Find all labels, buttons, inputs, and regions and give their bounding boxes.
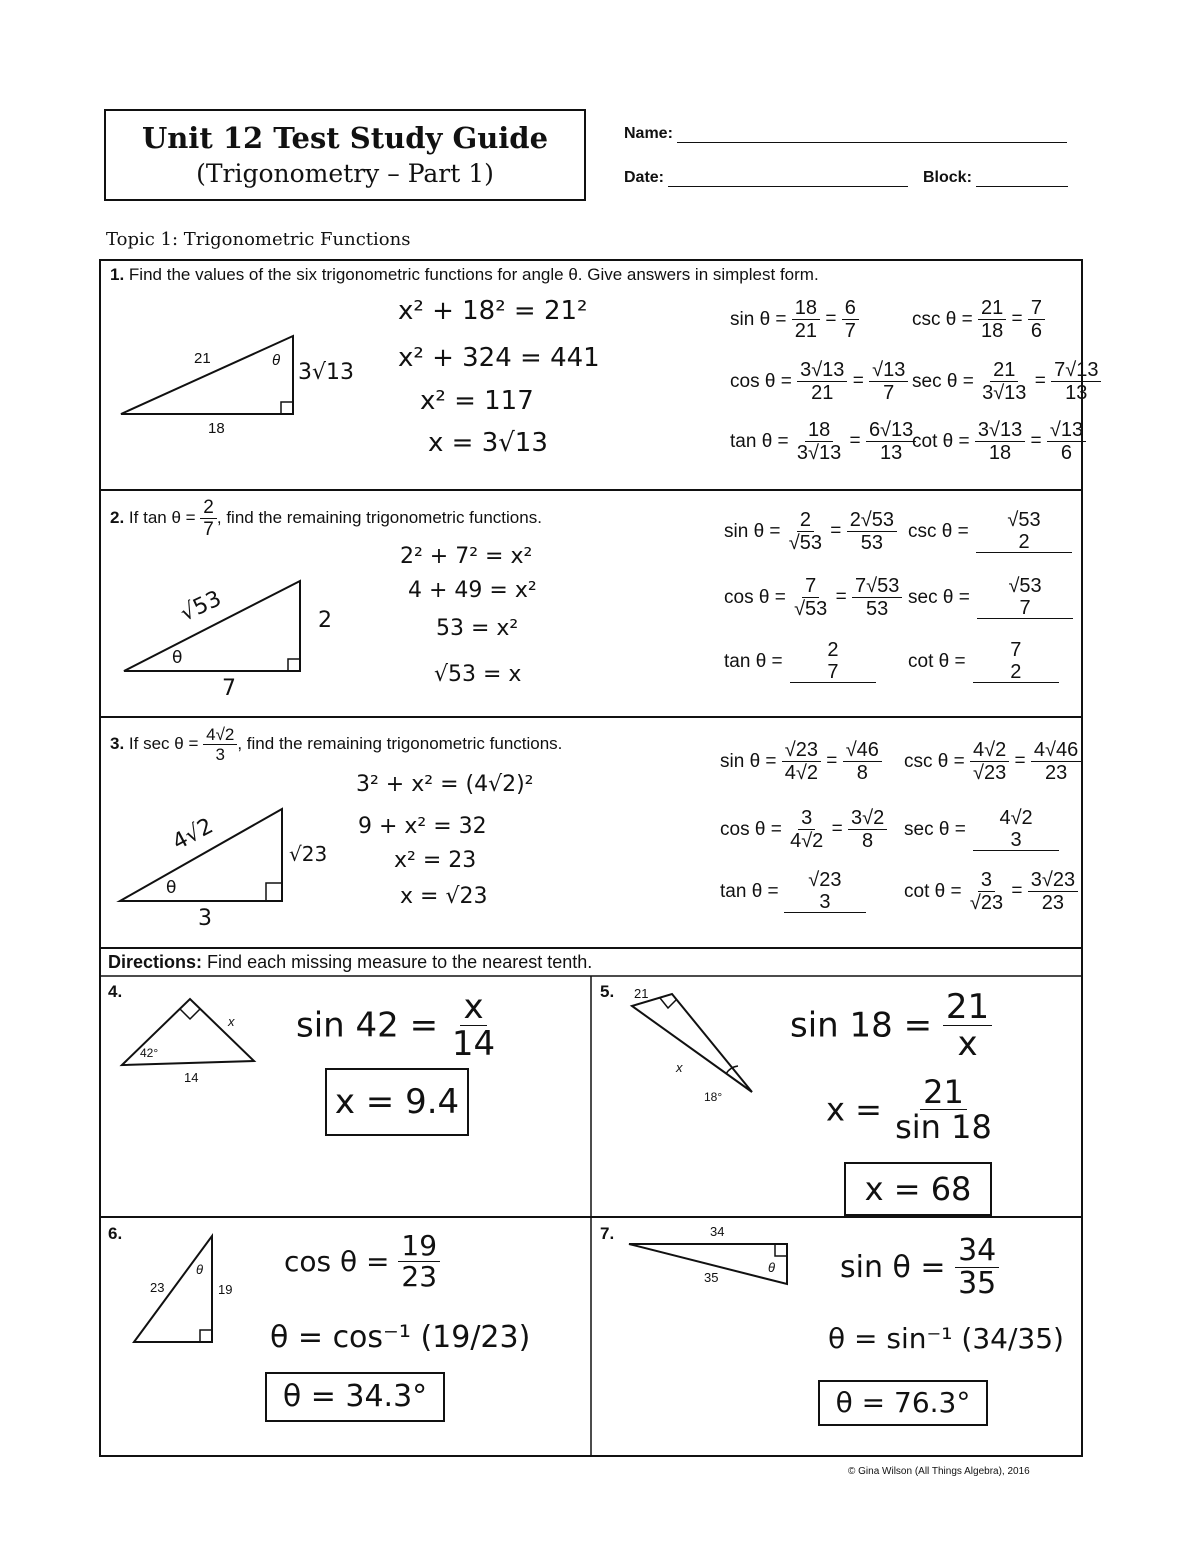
q2-sec-n1: √53 bbox=[1008, 575, 1042, 597]
q3-sin-d1: 4√2 bbox=[784, 762, 819, 784]
q1-cot-n2: √13 bbox=[1047, 420, 1086, 442]
q3-cos-d1: 4√2 bbox=[790, 830, 824, 852]
q3-tan-d1: 3 bbox=[784, 891, 866, 913]
q3-sec-d1: 3 bbox=[973, 829, 1059, 851]
q3-sin-row: sin θ = $\frac{√23}{4√2}$ = $\frac{√46}{8}$ bbox=[720, 740, 882, 783]
q4-angle-label: 42° bbox=[140, 1046, 159, 1060]
q7-top-label: 34 bbox=[710, 1224, 725, 1239]
q2-sin-n1: 2 bbox=[797, 510, 814, 532]
q2-cos-d2: 53 bbox=[866, 598, 889, 620]
q7-eq-den: 35 bbox=[958, 1266, 997, 1301]
q1-tan-d1: 3√13 bbox=[796, 442, 842, 464]
q5-equation bbox=[790, 987, 992, 1064]
q1-sin-d1: 21 bbox=[794, 320, 818, 342]
q7-triangle bbox=[625, 1238, 805, 1298]
q4-side-label: 14 bbox=[184, 1070, 199, 1085]
q2-cot-label: cot θ = bbox=[908, 650, 966, 672]
q6-eq-den: 23 bbox=[401, 1260, 438, 1293]
q3-sec-row bbox=[904, 808, 1061, 851]
q5-side-label: 21 bbox=[634, 986, 649, 1001]
q3-cot-d2: 23 bbox=[1041, 892, 1065, 914]
q1-cot-d1: 18 bbox=[988, 442, 1012, 464]
q3-cos-n2: 3√2 bbox=[848, 808, 887, 830]
q2-csc-d1: 2 bbox=[976, 531, 1072, 553]
q2-prompt-pre: If tan θ = bbox=[128, 507, 196, 527]
q1-prompt-text: Find the values of the six trigonometric functions for angle θ. Give answers in simplest form. bbox=[128, 265, 819, 284]
directions bbox=[108, 952, 592, 973]
q5-step bbox=[826, 1073, 995, 1146]
q1-sec-n2: 7√13 bbox=[1051, 360, 1101, 382]
q3-triangle bbox=[116, 805, 316, 915]
q1-cos-n1: 3√13 bbox=[797, 360, 847, 382]
q1-sec-row: sec θ = $\frac{21}{3√13}$ = $\frac{7√13}{13}$ bbox=[912, 360, 1101, 403]
q1-work-3: x² = 117 bbox=[420, 386, 534, 416]
q2-sec-row bbox=[908, 576, 1075, 619]
q3-cot-d1: √23 bbox=[969, 892, 1004, 914]
q7-eq-num: 34 bbox=[955, 1236, 999, 1268]
q6-number: 6. bbox=[108, 1224, 123, 1243]
q1-cot-n1: 3√13 bbox=[975, 420, 1025, 442]
page-title: Unit 12 Test Study Guide bbox=[141, 121, 549, 155]
q3-cot-n2: 3√23 bbox=[1028, 870, 1078, 892]
q1-cot-d2: 6 bbox=[1060, 442, 1073, 464]
q2-cos-row: cos θ = $\frac{7}{√53}$ = $\frac{7√53}{53}$ bbox=[724, 576, 902, 619]
q3-number: 3. bbox=[110, 733, 125, 753]
q2-cos-n2: 7√53 bbox=[852, 576, 902, 598]
q1-cos-n2: √13 bbox=[869, 360, 908, 382]
q2-cos-d1: √53 bbox=[794, 598, 828, 620]
q2-side-label: 2 bbox=[318, 608, 332, 633]
q2-cos-label: cos θ = bbox=[724, 586, 786, 608]
q3-sin-n1: √23 bbox=[782, 740, 821, 762]
q5-step-num: 21 bbox=[920, 1076, 967, 1110]
q2-prompt-post: , find the remaining trigonometric functions. bbox=[216, 507, 542, 527]
q2-number: 2. bbox=[110, 507, 125, 527]
q2-work-2: 4 + 49 = x² bbox=[408, 578, 537, 603]
q3-csc-d2: 23 bbox=[1044, 762, 1068, 784]
q3-tan-n1: √23 bbox=[808, 869, 842, 891]
q1-csc-row: csc θ = $\frac{21}{18}$ = $\frac{7}{6}$ bbox=[912, 298, 1045, 341]
q3-prompt bbox=[110, 726, 562, 763]
q1-cos-d1: 21 bbox=[811, 382, 834, 404]
q4-eq-num: x bbox=[460, 990, 486, 1026]
q2-tan-label: tan θ = bbox=[724, 650, 783, 672]
q2-angle-label: θ bbox=[172, 648, 183, 668]
q2-csc-n1: √53 bbox=[1007, 509, 1041, 531]
copyright-footer: © Gina Wilson (All Things Algebra), 2016 bbox=[848, 1466, 1030, 1477]
q4-number: 4. bbox=[108, 982, 123, 1001]
q2-sec-d1: 7 bbox=[977, 597, 1073, 619]
q6-hyp-label: 23 bbox=[150, 1280, 165, 1295]
q1-sec-d2: 13 bbox=[1065, 382, 1088, 404]
q1-angle-label: θ bbox=[272, 352, 281, 369]
q2-given-num: 2 bbox=[200, 498, 217, 519]
q5-step-left: x = bbox=[826, 1090, 882, 1129]
q3-cot-row: cot θ = $\frac{3}{√23}$ = $\frac{3√23}{23}$ bbox=[904, 870, 1078, 913]
q6-eq-left: cos θ = bbox=[284, 1245, 390, 1278]
q2-sin-d2: 53 bbox=[860, 532, 883, 554]
q5-answer: x = 68 bbox=[844, 1162, 992, 1216]
q1-prompt bbox=[110, 265, 819, 285]
q2-cot-row bbox=[908, 640, 1061, 683]
q3-sec-n1: 4√2 bbox=[999, 807, 1033, 829]
q1-sec-label: sec θ = bbox=[912, 370, 974, 392]
q1-cos-row: cos θ = $\frac{3√13}{21}$ = $\frac{√13}{7}$ bbox=[730, 360, 908, 403]
q2-prompt bbox=[110, 498, 542, 539]
q2-work-4: √53 = x bbox=[434, 662, 522, 687]
q1-tan-d2: 13 bbox=[879, 442, 903, 464]
q3-work-3: x² = 23 bbox=[394, 848, 477, 873]
q2-csc-label: csc θ = bbox=[908, 520, 969, 542]
q1-sin-d2: 7 bbox=[844, 320, 856, 342]
q5-eq-left: sin 18 = bbox=[790, 1005, 933, 1046]
q2-triangle bbox=[120, 575, 320, 685]
q1-cos-d2: 7 bbox=[883, 382, 895, 404]
q3-csc-d1: √23 bbox=[973, 762, 1007, 784]
name-label: Name: bbox=[624, 125, 673, 142]
q1-cot-row: cot θ = $\frac{3√13}{18}$ = $\frac{√13}{6}$ bbox=[912, 420, 1086, 463]
q6-equation bbox=[284, 1229, 440, 1293]
directions-label: Directions: bbox=[108, 952, 203, 972]
q3-given-num: 4√2 bbox=[203, 726, 237, 745]
q3-tan-label: tan θ = bbox=[720, 880, 779, 902]
q1-sin-n1: 18 bbox=[792, 298, 820, 320]
q7-answer: θ = 76.3° bbox=[818, 1380, 988, 1426]
page-subtitle: (Trigonometry – Part 1) bbox=[196, 159, 494, 188]
q1-sec-n1: 21 bbox=[990, 360, 1018, 382]
q2-given-den: 7 bbox=[203, 519, 214, 540]
q5-number: 5. bbox=[600, 982, 615, 1001]
q1-tan-row: tan θ = $\frac{18}{3√13}$ = $\frac{6√13}{13}$ bbox=[730, 420, 916, 463]
q4-eq-den: 14 bbox=[451, 1024, 496, 1064]
q2-tan-n1: 2 bbox=[827, 639, 839, 661]
block-label: Block: bbox=[923, 169, 972, 186]
q3-work-4: x = √23 bbox=[400, 884, 488, 909]
q1-cot-label: cot θ = bbox=[912, 430, 970, 452]
q2-cos-n1: 7 bbox=[802, 576, 819, 598]
date-label: Date: bbox=[624, 169, 665, 186]
q3-cos-d2: 8 bbox=[862, 830, 874, 852]
q1-sin-label: sin θ = bbox=[730, 308, 787, 330]
q1-tan-label: tan θ = bbox=[730, 430, 789, 452]
q1-csc-d1: 18 bbox=[981, 320, 1004, 342]
q1-number: 1. bbox=[110, 265, 125, 284]
topic-heading: Topic 1: Trigonometric Functions bbox=[106, 229, 411, 250]
q4-eq-left: sin 42 = bbox=[296, 1005, 439, 1046]
q6-side-label: 19 bbox=[218, 1282, 233, 1297]
q6-eq-num: 19 bbox=[398, 1232, 440, 1262]
q2-base-label: 7 bbox=[222, 676, 236, 701]
q2-cot-n1: 7 bbox=[1010, 639, 1022, 661]
q1-cos-label: cos θ = bbox=[730, 370, 792, 392]
q6-triangle bbox=[130, 1232, 233, 1352]
q7-angle-label: θ bbox=[768, 1260, 776, 1275]
q3-work-1: 3² + x² = (4√2)² bbox=[356, 772, 534, 797]
q2-tan-d1: 7 bbox=[790, 661, 876, 683]
q2-tan-row bbox=[724, 640, 878, 683]
q3-work-2: 9 + x² = 32 bbox=[358, 814, 487, 839]
q1-tan-n1: 18 bbox=[805, 420, 833, 442]
q3-csc-row: csc θ = $\frac{4√2}{√23}$ = $\frac{4√46}{23}$ bbox=[904, 740, 1081, 783]
q2-sin-label: sin θ = bbox=[724, 520, 781, 542]
q1-csc-d2: 6 bbox=[1030, 320, 1043, 342]
q3-side-label: √23 bbox=[289, 842, 328, 866]
q1-csc-n2: 7 bbox=[1028, 298, 1045, 320]
q3-sin-d2: 8 bbox=[856, 762, 868, 784]
q2-csc-row bbox=[908, 510, 1074, 553]
q1-sin-n2: 6 bbox=[842, 298, 859, 320]
q3-csc-n2: 4√46 bbox=[1031, 740, 1081, 762]
q3-cos-label: cos θ = bbox=[720, 818, 782, 840]
q4-unknown-label: x bbox=[228, 1014, 235, 1029]
q7-eq-left: sin θ = bbox=[840, 1250, 946, 1285]
q3-csc-label: csc θ = bbox=[904, 750, 965, 772]
q1-csc-label: csc θ = bbox=[912, 308, 973, 330]
q2-sin-row: sin θ = $\frac{2}{√53}$ = $\frac{2√53}{53}$ bbox=[724, 510, 897, 553]
q6-angle-label: θ bbox=[196, 1262, 204, 1277]
q7-equation bbox=[840, 1233, 999, 1301]
q2-sin-d1: √53 bbox=[788, 532, 823, 554]
q3-sin-n2: √46 bbox=[843, 740, 882, 762]
q3-prompt-post: , find the remaining trigonometric functions. bbox=[237, 733, 563, 753]
q2-work-3: 53 = x² bbox=[436, 616, 519, 641]
q2-cot-d1: 2 bbox=[973, 661, 1059, 683]
q3-cot-label: cot θ = bbox=[904, 880, 962, 902]
q5-eq-num: 21 bbox=[943, 990, 992, 1026]
q1-work-2: x² + 324 = 441 bbox=[398, 343, 600, 373]
q4-equation bbox=[296, 987, 498, 1064]
q1-sin-row: sin θ = $\frac{18}{21}$ = $\frac{6}{7}$ bbox=[730, 298, 859, 341]
q3-csc-n1: 4√2 bbox=[970, 740, 1009, 762]
q4-answer: x = 9.4 bbox=[325, 1068, 469, 1136]
q1-side-label: 3√13 bbox=[298, 360, 355, 385]
q1-hyp-label: 21 bbox=[194, 350, 211, 367]
q2-hyp-label: √53 bbox=[176, 586, 226, 627]
q3-sin-label: sin θ = bbox=[720, 750, 777, 772]
q5-step-den: sin 18 bbox=[895, 1108, 992, 1146]
q2-work-1: 2² + 7² = x² bbox=[400, 544, 533, 569]
q6-step: θ = cos⁻¹ (19/23) bbox=[270, 1320, 531, 1355]
q5-angle-label: 18° bbox=[704, 1090, 723, 1104]
q3-sec-label: sec θ = bbox=[904, 818, 966, 840]
q5-eq-den: x bbox=[957, 1024, 978, 1064]
q7-step: θ = sin⁻¹ (34/35) bbox=[828, 1322, 1064, 1355]
q1-work-4: x = 3√13 bbox=[428, 428, 548, 458]
q1-work-1: x² + 18² = 21² bbox=[398, 296, 588, 326]
directions-text: Find each missing measure to the nearest tenth. bbox=[207, 952, 593, 972]
q3-cos-n1: 3 bbox=[798, 808, 815, 830]
q1-triangle bbox=[115, 330, 375, 440]
q1-sec-d1: 3√13 bbox=[982, 382, 1027, 404]
q7-number: 7. bbox=[600, 1224, 615, 1243]
q6-answer: θ = 34.3° bbox=[265, 1372, 445, 1422]
q3-base-label: 3 bbox=[198, 906, 212, 931]
q5-triangle bbox=[628, 990, 778, 1100]
q2-sec-label: sec θ = bbox=[908, 586, 970, 608]
q2-sin-n2: 2√53 bbox=[847, 510, 897, 532]
q3-given-den: 3 bbox=[215, 745, 225, 764]
q3-angle-label: θ bbox=[166, 878, 177, 898]
q5-unknown-label: x bbox=[676, 1060, 683, 1075]
q7-hyp-label: 35 bbox=[704, 1270, 719, 1285]
q1-tan-n2: 6√13 bbox=[866, 420, 916, 442]
q3-tan-row bbox=[720, 870, 866, 913]
q1-csc-n1: 21 bbox=[978, 298, 1006, 320]
q3-hyp-label: 4√2 bbox=[168, 813, 218, 856]
q3-cot-n1: 3 bbox=[978, 870, 995, 892]
q1-base-label: 18 bbox=[208, 420, 225, 437]
q3-cos-row: cos θ = $\frac{3}{4√2}$ = $\frac{3√2}{8}$ bbox=[720, 808, 887, 851]
q3-prompt-pre: If sec θ = bbox=[128, 733, 199, 753]
q4-triangle bbox=[118, 995, 268, 1075]
